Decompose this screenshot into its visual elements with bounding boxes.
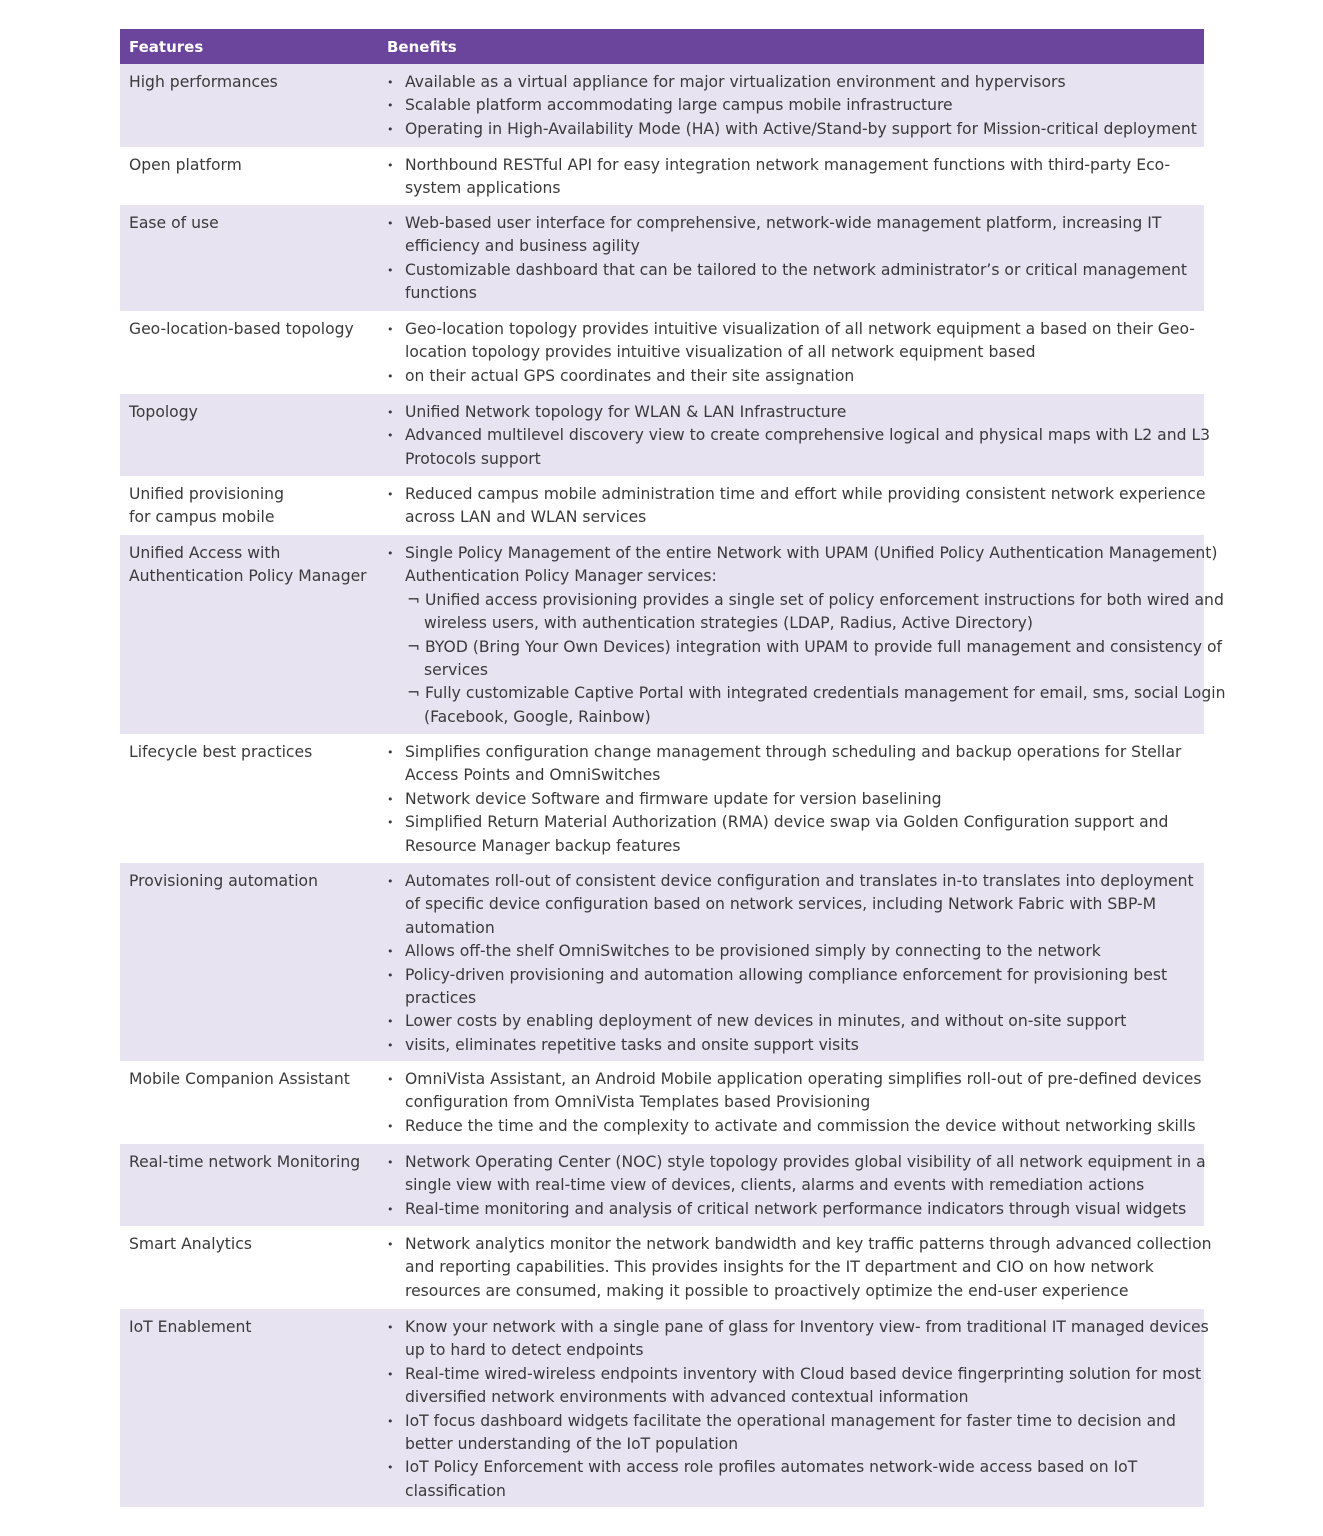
table-row (120, 147, 1204, 205)
bullet-marker: • (387, 792, 394, 806)
benefit-line: Real-time wired-wireless endpoints inventory with Cloud based device fingerprinting solution for most (405, 1364, 1202, 1383)
benefit-line: automation (405, 918, 495, 937)
bullet-marker: • (387, 122, 394, 136)
benefit-line: ¬ Fully customizable Captive Portal with integrated credentials management for email, sms, social Login (407, 684, 1226, 703)
benefit-line: Know your network with a single pane of glass for Inventory view- from traditional IT managed devices (405, 1318, 1209, 1336)
bullet-marker: • (387, 1015, 394, 1029)
benefit-line: Simplifies configuration change management through scheduling and backup operations for Stellar (405, 743, 1182, 761)
bullet-marker: • (387, 76, 394, 89)
table-header (120, 29, 1204, 64)
table-row (120, 1144, 1204, 1226)
benefit-line: system applications (405, 179, 561, 198)
benefit-line: Policy-driven provisioning and automation allowing compliance enforcement for provisioning best (405, 965, 1168, 984)
bullet-marker: • (387, 746, 394, 759)
table-row (120, 863, 1204, 1061)
benefit-line: Access Points and OmniSwitches (405, 766, 661, 785)
bullet-marker: • (387, 488, 394, 501)
benefit-line: classification (405, 1481, 506, 1500)
benefit-line: resources are consumed, making it possible to proactively optimize the end-user experience (405, 1281, 1129, 1300)
benefit-line: and reporting capabilities. This provides insights for the IT department and CIO on how network (405, 1258, 1154, 1277)
feature-cell: Real-time network Monitoring (129, 1153, 361, 1171)
benefit-line: wireless users, with authentication strategies (LDAP, Radius, Active Directory) (424, 614, 1033, 633)
benefit-line: better understanding of the IoT population (405, 1435, 739, 1453)
benefit-line: ¬ BYOD (Bring Your Own Devices) integration with UPAM to provide full management and consistency of (407, 637, 1222, 656)
bullet-marker: • (387, 1038, 394, 1052)
table-row (120, 1226, 1212, 1309)
benefit-line: Available as a virtual appliance for major virtualization environment and hypervisors (405, 73, 1066, 91)
table-row (120, 476, 1204, 535)
bullet-marker: • (387, 875, 394, 888)
bullet-marker: • (387, 1321, 394, 1334)
benefit-line: Web-based user interface for comprehensive, network-wide management platform, increasing IT (405, 214, 1162, 232)
benefit-line: diversified network environments with advanced contextual information (405, 1388, 969, 1407)
benefit-line: Simplified Return Material Authorization (RMA) device swap via Golden Configuration support and (405, 813, 1169, 832)
benefit-line: location topology provides intuitive visualization of all network equipment based (405, 343, 1036, 362)
benefit-line: visits, eliminates repetitive tasks and onsite support visits (405, 1035, 859, 1054)
feature-cell: Geo-location-based topology (129, 320, 354, 338)
feature-cell: Unified provisioning for campus mobile (129, 485, 284, 527)
feature-cell: Mobile Companion Assistant (129, 1070, 350, 1088)
benefit-line: IoT Policy Enforcement with access role profiles automates network-wide access based on IoT (405, 1458, 1138, 1477)
benefit-line: Resource Manager backup features (405, 836, 681, 855)
benefit-line: Authentication Policy Manager services: (405, 567, 717, 586)
benefit-line: Network Operating Center (NOC) style topology provides global visibility of all network equipment in a (405, 1153, 1206, 1171)
benefit-line: Automates roll-out of consistent device configuration and translates in-to translates into deployment (405, 872, 1194, 890)
table-row (120, 64, 1204, 147)
benefit-line: functions (405, 284, 477, 303)
benefit-line: on their actual GPS coordinates and their site assignation (405, 366, 855, 385)
benefit-line: efficiency and business agility (405, 237, 640, 256)
benefit-line: Network device Software and firmware update for version baselining (405, 789, 942, 808)
feature-cell: Open platform (129, 156, 242, 174)
benefit-line: single view with real-time view of devices, clients, alarms and events with remediation actions (405, 1176, 1145, 1195)
table-row (120, 1309, 1209, 1507)
benefit-line: Single Policy Management of the entire Network with UPAM (Unified Policy Authentication Management) (405, 544, 1218, 562)
bullet-marker: • (387, 1367, 394, 1381)
feature-cell: Lifecycle best practices (129, 743, 313, 761)
benefit-line: Scalable platform accommodating large campus mobile infrastructure (405, 96, 953, 115)
benefit-line: Operating in High-Availability Mode (HA) with Active/Stand-by support for Mission-critical deployment (405, 119, 1197, 138)
bullet-marker: • (387, 323, 394, 336)
table-row (120, 311, 1204, 394)
benefit-line: of specific device configuration based on network services, including Network Fabric with SBP-M (405, 895, 1157, 914)
bullet-marker: • (387, 99, 394, 113)
table-row (120, 205, 1204, 311)
benefit-line: across LAN and WLAN services (405, 508, 647, 527)
feature-cell: Topology (129, 403, 198, 421)
bullet-marker: • (387, 1119, 394, 1133)
benefit-line: Reduced campus mobile administration time and effort while providing consistent network experience (405, 485, 1206, 503)
feature-cell: Ease of use (129, 214, 219, 232)
bullet-marker: • (387, 429, 394, 443)
bullet-marker: • (387, 1156, 394, 1169)
bullet-marker: • (387, 547, 394, 560)
bullet-marker: • (387, 159, 394, 172)
benefit-line: configuration from OmniVista Templates based Provisioning (405, 1093, 871, 1112)
benefit-line: (Facebook, Google, Rainbow) (424, 707, 651, 726)
bullet-marker: • (387, 1414, 394, 1428)
bullet-marker: • (387, 1238, 394, 1251)
benefit-line: Northbound RESTful API for easy integration network management functions with third-party Eco- (405, 156, 1171, 174)
benefit-line: Network analytics monitor the network bandwidth and key traffic patterns through advanced collection (405, 1235, 1212, 1253)
benefit-line: Advanced multilevel discovery view to create comprehensive logical and physical maps with L2 and L3 (405, 426, 1211, 445)
feature-cell: Unified Access with Authentication Policy Manager (129, 544, 367, 586)
feature-cell: Smart Analytics (129, 1235, 252, 1253)
benefit-line: Customizable dashboard that can be tailored to the network administrator’s or critical management (405, 260, 1187, 279)
benefit-line: IoT focus dashboard widgets facilitate the operational management for faster time to decision and (405, 1411, 1176, 1430)
benefit-line: Unified Network topology for WLAN & LAN Infrastructure (405, 403, 847, 421)
table-row (120, 734, 1204, 863)
benefit-line: Reduce the time and the complexity to activate and commission the device without networking skills (405, 1116, 1196, 1135)
benefit-line: services (424, 661, 488, 679)
benefit-line: up to hard to detect endpoints (405, 1341, 644, 1360)
bullet-marker: • (387, 406, 394, 419)
benefit-line: practices (405, 989, 477, 1007)
table-row (120, 394, 1211, 476)
benefit-line: Geo-location topology provides intuitive visualization of all network equipment a based on their Geo- (405, 320, 1195, 338)
benefit-line: OmniVista Assistant, an Android Mobile application operating simplifies roll-out of pre-defined devices (405, 1070, 1202, 1088)
bullet-marker: • (387, 1461, 394, 1475)
features-column-header: Features (129, 38, 204, 56)
bullet-marker: • (387, 369, 394, 383)
bullet-marker: • (387, 1202, 394, 1216)
benefit-line: Protocols support (405, 449, 541, 468)
table-row (120, 1061, 1204, 1144)
bullet-marker: • (387, 816, 394, 830)
benefit-line: Lower costs by enabling deployment of new devices in minutes, and without on-site support (405, 1012, 1127, 1031)
bullet-marker: • (387, 945, 394, 959)
bullet-marker: • (387, 1073, 394, 1086)
bullet-marker: • (387, 968, 394, 982)
benefits-column-header: Benefits (387, 38, 457, 56)
feature-cell: High performances (129, 73, 278, 91)
benefit-line: Allows off-the shelf OmniSwitches to be provisioned simply by connecting to the network (405, 942, 1101, 961)
benefit-line: ¬ Unified access provisioning provides a single set of policy enforcement instructions for both wired and (407, 590, 1224, 609)
bullet-marker: • (387, 263, 394, 277)
feature-cell: Provisioning automation (129, 872, 318, 890)
bullet-marker: • (387, 217, 394, 230)
benefit-line: Real-time monitoring and analysis of critical network performance indicators through visual widgets (405, 1199, 1187, 1218)
table-row (120, 535, 1226, 734)
feature-cell: IoT Enablement (129, 1318, 252, 1336)
